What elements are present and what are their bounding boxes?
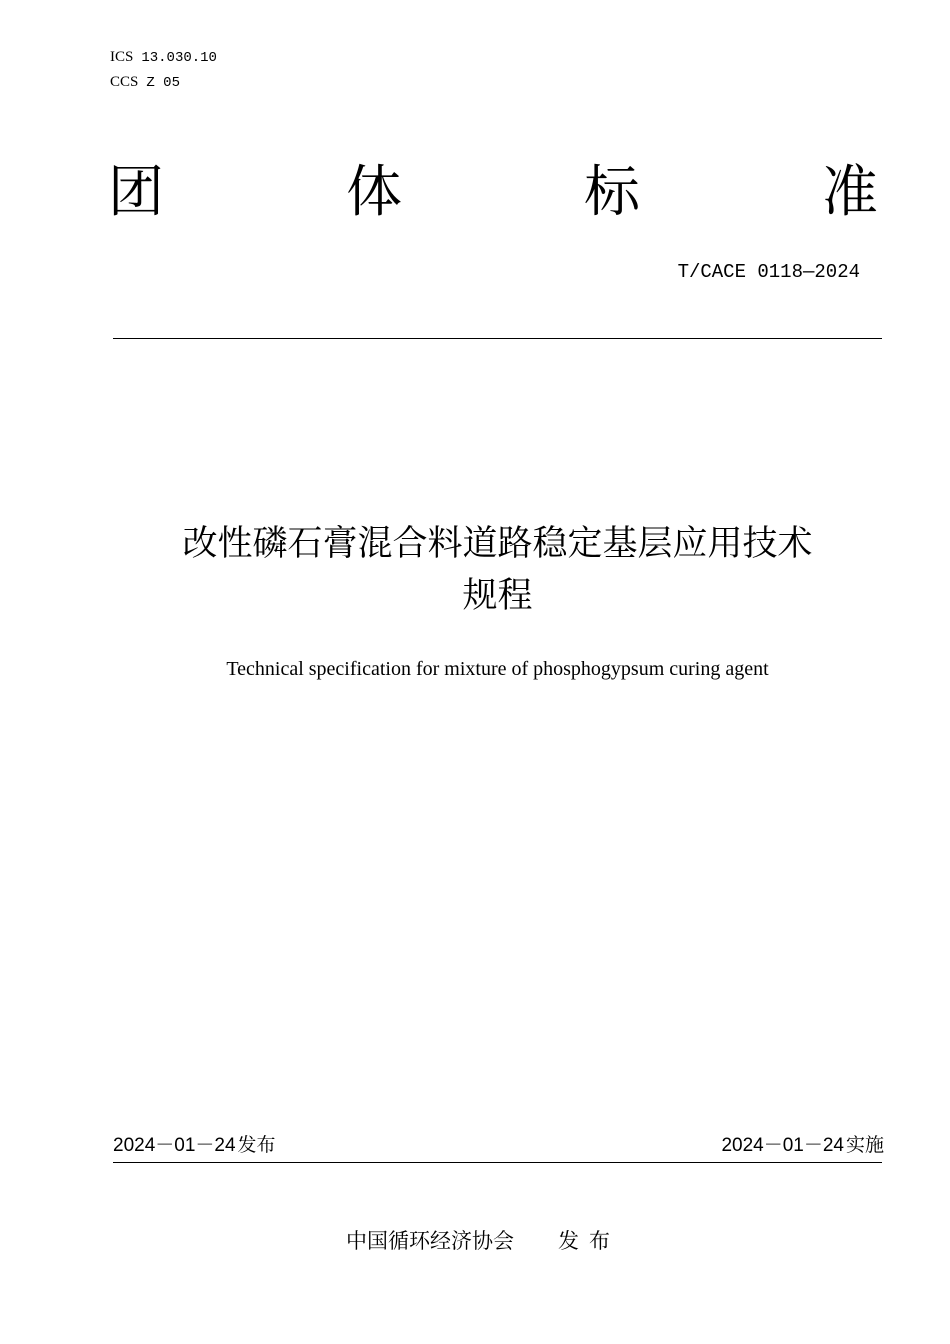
implement-date: 2024－01－24: [721, 1135, 844, 1156]
implement-date-block: [721, 1132, 884, 1159]
document-title: [110, 518, 885, 622]
document-title-line-1: 改性磷石膏混合料道路稳定基层应用技术: [182, 524, 813, 564]
implement-label: 实施: [845, 1134, 884, 1156]
standard-type-char: 体: [346, 160, 402, 225]
document-english-title: Technical specification for mixture of phosphogypsum curing agent: [226, 658, 769, 680]
standard-type-char: 团: [108, 160, 164, 225]
ccs-classification: [110, 72, 180, 92]
ics-label: ICS: [110, 49, 134, 65]
date-row: [113, 1132, 884, 1159]
ccs-value: Z 05: [146, 75, 180, 91]
document-title-line-2: 规程: [462, 576, 533, 616]
top-divider: [113, 338, 882, 339]
standard-type-char: 准: [822, 160, 878, 225]
publish-date-block: [113, 1132, 276, 1159]
issuing-action: 发布: [558, 1229, 620, 1253]
publish-date: 2024－01－24: [113, 1135, 236, 1156]
ics-classification: [110, 47, 217, 67]
bottom-divider: [113, 1162, 882, 1163]
ccs-label: CCS: [110, 74, 139, 90]
standard-type-char: 标: [584, 160, 640, 225]
issuer-line: [346, 1226, 620, 1256]
ics-value: 13.030.10: [141, 50, 217, 66]
standard-code: T/CACE 0118—2024: [677, 261, 860, 283]
publish-label: 发布: [237, 1134, 276, 1156]
issuing-organization: 中国循环经济协会: [346, 1229, 514, 1253]
standard-type-heading: [108, 158, 878, 228]
